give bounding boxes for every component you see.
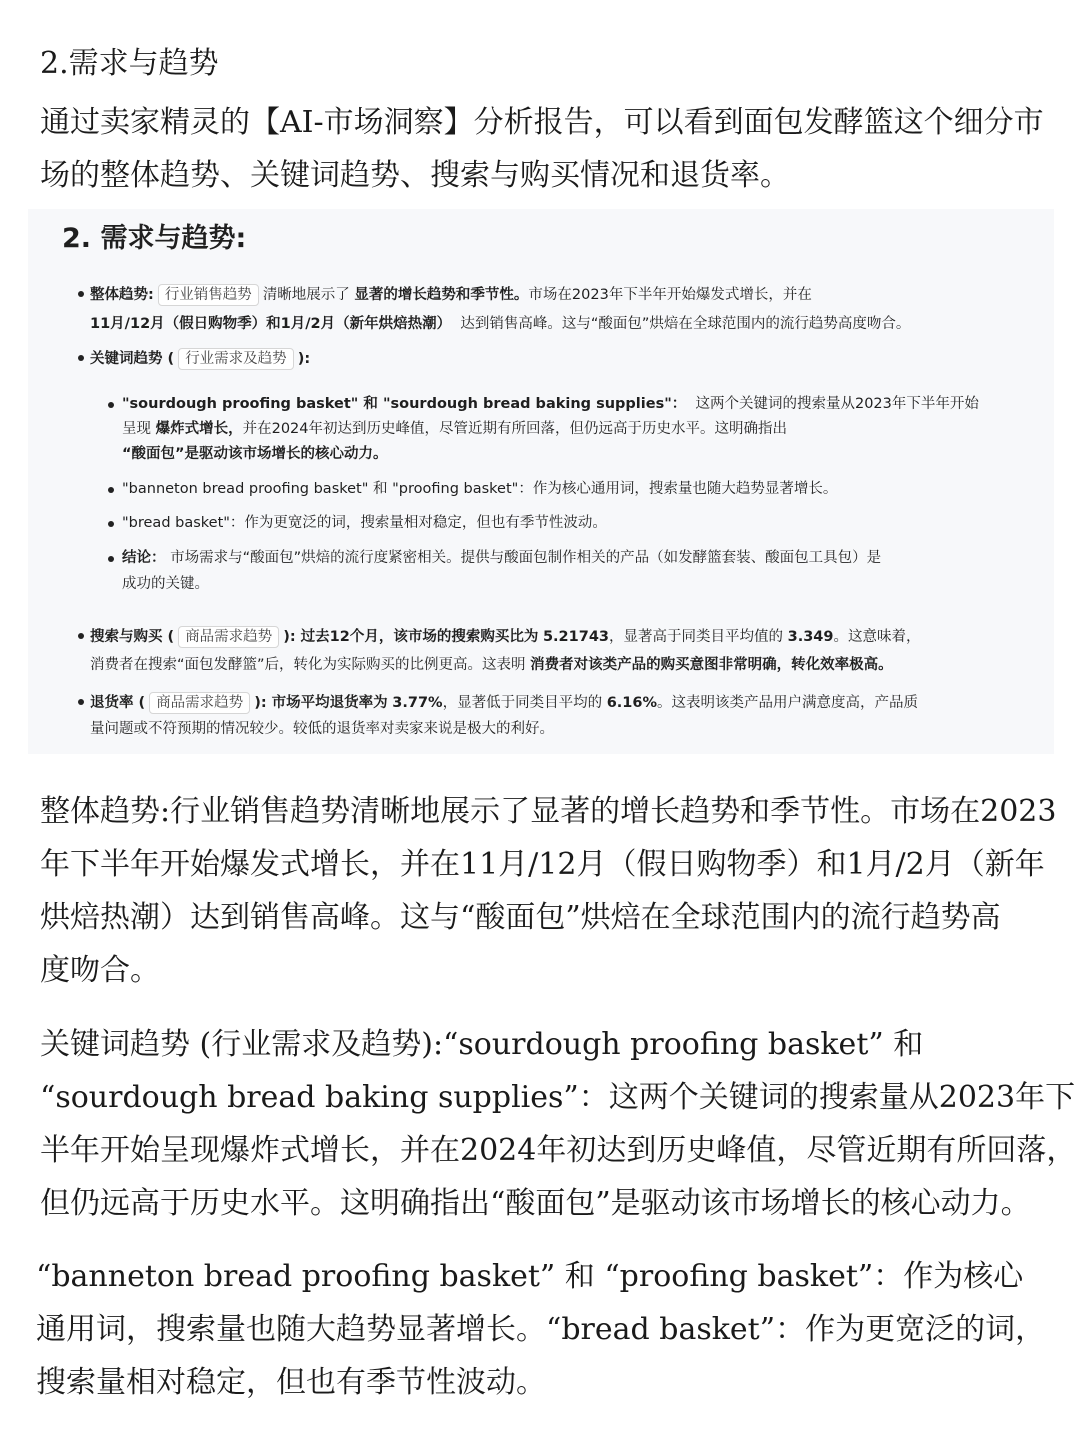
keyword-trend-paragraph (40, 1018, 1077, 1230)
text: ，显著高于同类目平均值的 (609, 629, 783, 645)
text: 达到销售高峰。这与“酸面包”烘焙在全球范围内的流行趋势高度吻合。 (460, 316, 911, 332)
paragraph-line: “banneton bread proofing basket” 和 “proofing basket”：作为核心 (36, 1259, 1024, 1294)
text-bold: ): 过去12个月，该市场的搜索购买比为 (283, 629, 539, 645)
search-purchase-line-1 (90, 626, 920, 648)
text-bold: 11月/12月（假日购物季）和1月/2月（新年烘焙热潮） (90, 316, 452, 332)
paragraph-line: 通用词，搜索量也随大趋势显著增长。“bread basket”：作为更宽泛的词， (36, 1312, 1046, 1347)
overall-trend-chip: 行业销售趋势 (158, 284, 259, 306)
embedded-report-screenshot (28, 209, 1054, 754)
search-purchase-label: 搜索与购买 ( (90, 629, 175, 645)
section-heading: 2.需求与趋势 (40, 46, 219, 81)
overall-trend-paragraph (40, 785, 1070, 997)
bullet-dot (108, 402, 114, 408)
generic-keywords-paragraph (36, 1250, 1066, 1409)
text-bold: "sourdough proofing basket" 和 "sourdough bread baking supplies"： (122, 396, 687, 412)
keyword-trend-label: 关键词趋势 ( (90, 351, 175, 367)
text: 。这意味着， (833, 629, 921, 645)
keyword-sub-1-line-2 (122, 420, 787, 438)
text-bold: 消费者对该类产品的购买意图非常明确，转化效率极高。 (530, 657, 893, 673)
overall-trend-line-1 (90, 284, 812, 306)
keyword-sub-2: "banneton bread proofing basket" 和 "proofing basket"：作为核心通用词，搜索量也随大趋势显著增长。 (122, 481, 838, 497)
overall-trend-label: 整体趋势: (90, 287, 154, 303)
keyword-sub-3: "bread basket"：作为更宽泛的词，搜索量相对稳定，但也有季节性波动。 (122, 515, 607, 531)
keyword-trend-chip: 行业需求及趋势 (178, 348, 294, 370)
paragraph-line: 烘焙热潮）达到销售高峰。这与“酸面包”烘焙在全球范围内的流行趋势高 (40, 900, 1001, 935)
text-bold: ): (297, 351, 311, 367)
keyword-sub-1-line-1 (122, 395, 979, 413)
text: 清晰地展示了 (262, 287, 350, 303)
paragraph-line: 整体趋势:行业销售趋势清晰地展示了显著的增长趋势和季节性。市场在2023 (40, 794, 1057, 829)
text-bold: “酸面包”是驱动该市场增长的核心动力。 (122, 446, 388, 462)
paragraph-line: “sourdough bread baking supplies”：这两个关键词的搜索量从2023年下 (40, 1080, 1076, 1115)
paragraph-line: 关键词趋势 (行业需求及趋势):“sourdough proofing basket” 和 (40, 1027, 924, 1062)
intro-paragraph (40, 96, 1060, 202)
paragraph-line: 搜索量相对稳定，但也有季节性波动。 (36, 1365, 546, 1400)
bullet-dot (78, 291, 84, 297)
text-bold: 结论： (122, 550, 166, 566)
return-rate-line-2: 量问题或不符预期的情况较少。较低的退货率对卖家来说是极大的利好。 (90, 721, 554, 737)
bullet-dot (78, 699, 84, 705)
keyword-conclusion-line-1 (122, 549, 881, 567)
category-return-average: 6.16% (606, 695, 658, 711)
intro-line: 场的整体趋势、关键词趋势、搜索与购买情况和退货率。 (40, 158, 790, 193)
text-bold: 爆炸式增长， (155, 421, 243, 437)
paragraph-line: 年下半年开始爆发式增长，并在11月/12月（假日购物季）和1月/2月（新年 (40, 847, 1045, 882)
keyword-sub-1-line-3 (122, 445, 388, 463)
text: 这两个关键词的搜索量从2023年下半年开始 (695, 396, 979, 412)
text: 呈现 (122, 421, 151, 437)
paragraph-line: 但仍远高于历史水平。这明确指出“酸面包”是驱动该市场增长的核心动力。 (40, 1186, 1031, 1221)
text: 消费者在搜索“面包发酵篮”后，转化为实际购买的比例更高。这表明 (90, 657, 526, 673)
paragraph-line: 度吻合。 (40, 953, 160, 988)
return-rate-line-1 (90, 692, 918, 714)
text: 市场需求与“酸面包”烘焙的流行度紧密相关。提供与酸面包制作相关的产品（如发酵篮套装、酸面包工具包）是 (170, 550, 882, 566)
keyword-conclusion-line-2: 成功的关键。 (122, 576, 209, 592)
bullet-dot (78, 633, 84, 639)
search-purchase-line-2 (90, 656, 893, 674)
text: 市场在2023年下半年开始爆发式增长，并在 (528, 287, 812, 303)
keyword-trend-heading (90, 348, 310, 370)
search-ratio-value: 5.21743 (542, 629, 609, 645)
return-rate-chip: 商品需求趋势 (149, 692, 250, 714)
return-rate-label: 退货率 ( (90, 695, 146, 711)
return-rate-value: 3.77% (392, 695, 443, 711)
search-purchase-chip: 商品需求趋势 (178, 626, 279, 648)
text: 。这表明该类产品用户满意度高，产品质 (657, 695, 919, 711)
text: 并在2024年初达到历史峰值，尽管近期有所回落，但仍远高于历史水平。这明确指出 (242, 421, 788, 437)
text-bold: ): 市场平均退货率为 (254, 695, 388, 711)
report-title: 2. 需求与趋势: (62, 223, 247, 254)
bullet-dot (78, 355, 84, 361)
category-average-value: 3.349 (787, 629, 834, 645)
bullet-dot (108, 487, 114, 493)
text: ，显著低于同类目平均的 (442, 695, 603, 711)
overall-trend-line-2 (90, 315, 910, 333)
intro-line: 通过卖家精灵的【AI-市场洞察】分析报告，可以看到面包发酵篮这个细分市 (40, 105, 1044, 140)
paragraph-line: 半年开始呈现爆炸式增长，并在2024年初达到历史峰值，尽管近期有所回落， (40, 1133, 1077, 1168)
bullet-dot (108, 556, 114, 562)
bullet-dot (108, 521, 114, 527)
text-bold: 显著的增长趋势和季节性。 (354, 287, 529, 303)
